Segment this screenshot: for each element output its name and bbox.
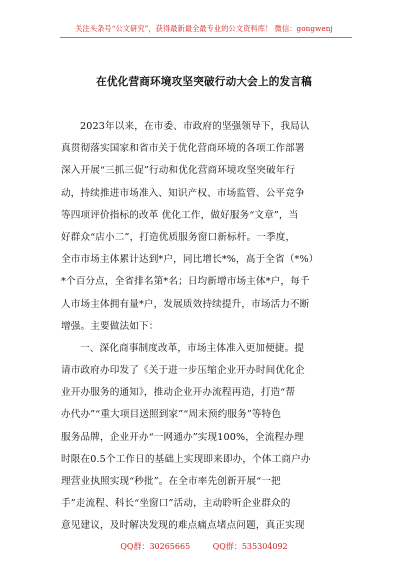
body-line: 时限在0.5个工作日的基础上实现即来即办，个体工商户办	[61, 453, 311, 465]
body-line: 理营业执照实现“秒批”。在全市率先创新开展“一把	[61, 476, 281, 487]
body-line: 动，持续推进市场准入、知识产权、市场监管、公平竞争	[61, 187, 305, 199]
body-line: 真贯彻落实国家和省市关于优化营商环境的各项工作部署	[61, 143, 305, 155]
body-line: 办代办”“重大项目送照到家”“周末预约服务”等特色	[61, 409, 282, 421]
header-banner: 关注头条号“公文研究”，获得最新最全最专业的公文资料库！ 微信：gongwenj	[75, 24, 333, 33]
body-line: 2023年以来，在市委、市政府的坚强领导下，我局认	[80, 121, 310, 132]
footer-qq-group-2: QQ群：535304092	[212, 542, 288, 551]
body-line: 一、深化商事制度改革，市场主体准入更加便捷。提	[80, 342, 305, 354]
body-line: 人市场主体拥有量*户，发展质效持续提升，市场活力不断	[61, 298, 310, 310]
body-line: *个百分点，全省排名第*名；日均新增市场主体*户，每千	[61, 276, 310, 288]
body-line: 全市市场主体累计达到*户，同比增长*%，高于全省（*%）	[61, 254, 319, 266]
body-line: 业开办服务的通知》，推动企业开办流程再造，打造“帮	[61, 387, 296, 399]
body-line: 增强。主要做法如下：	[61, 320, 159, 332]
body-line: 深入开展“三抓三促”行动和优化营商环境攻坚突破年行	[61, 165, 296, 177]
footer-contact	[0, 541, 408, 552]
document-title: 在优化营商环境攻坚突破行动大会上的发言稿	[96, 76, 312, 88]
body-line: 请市政府办印发了《关于进一步压缩企业开办时间优化企	[61, 365, 305, 377]
body-line: 意见建议，及时解决发现的难点痛点堵点问题，真正实现	[61, 520, 305, 532]
document-body	[61, 116, 347, 538]
body-line: 好群众“店小二”，打造优质服务窗口新标杆。一季度，	[61, 231, 296, 243]
body-line: 服务品牌，企业开办“一网通办”实现100%，全流程办理	[61, 431, 304, 443]
footer-qq-group-1: QQ群：30265665	[120, 542, 191, 551]
body-line: 等四项评价指标的改革 优化工作，做好服务“文章”，当	[61, 209, 299, 221]
body-line: 手”走流程、科长“坐窗口”活动，主动聆听企业群众的	[61, 498, 291, 510]
header-divider	[60, 37, 352, 38]
